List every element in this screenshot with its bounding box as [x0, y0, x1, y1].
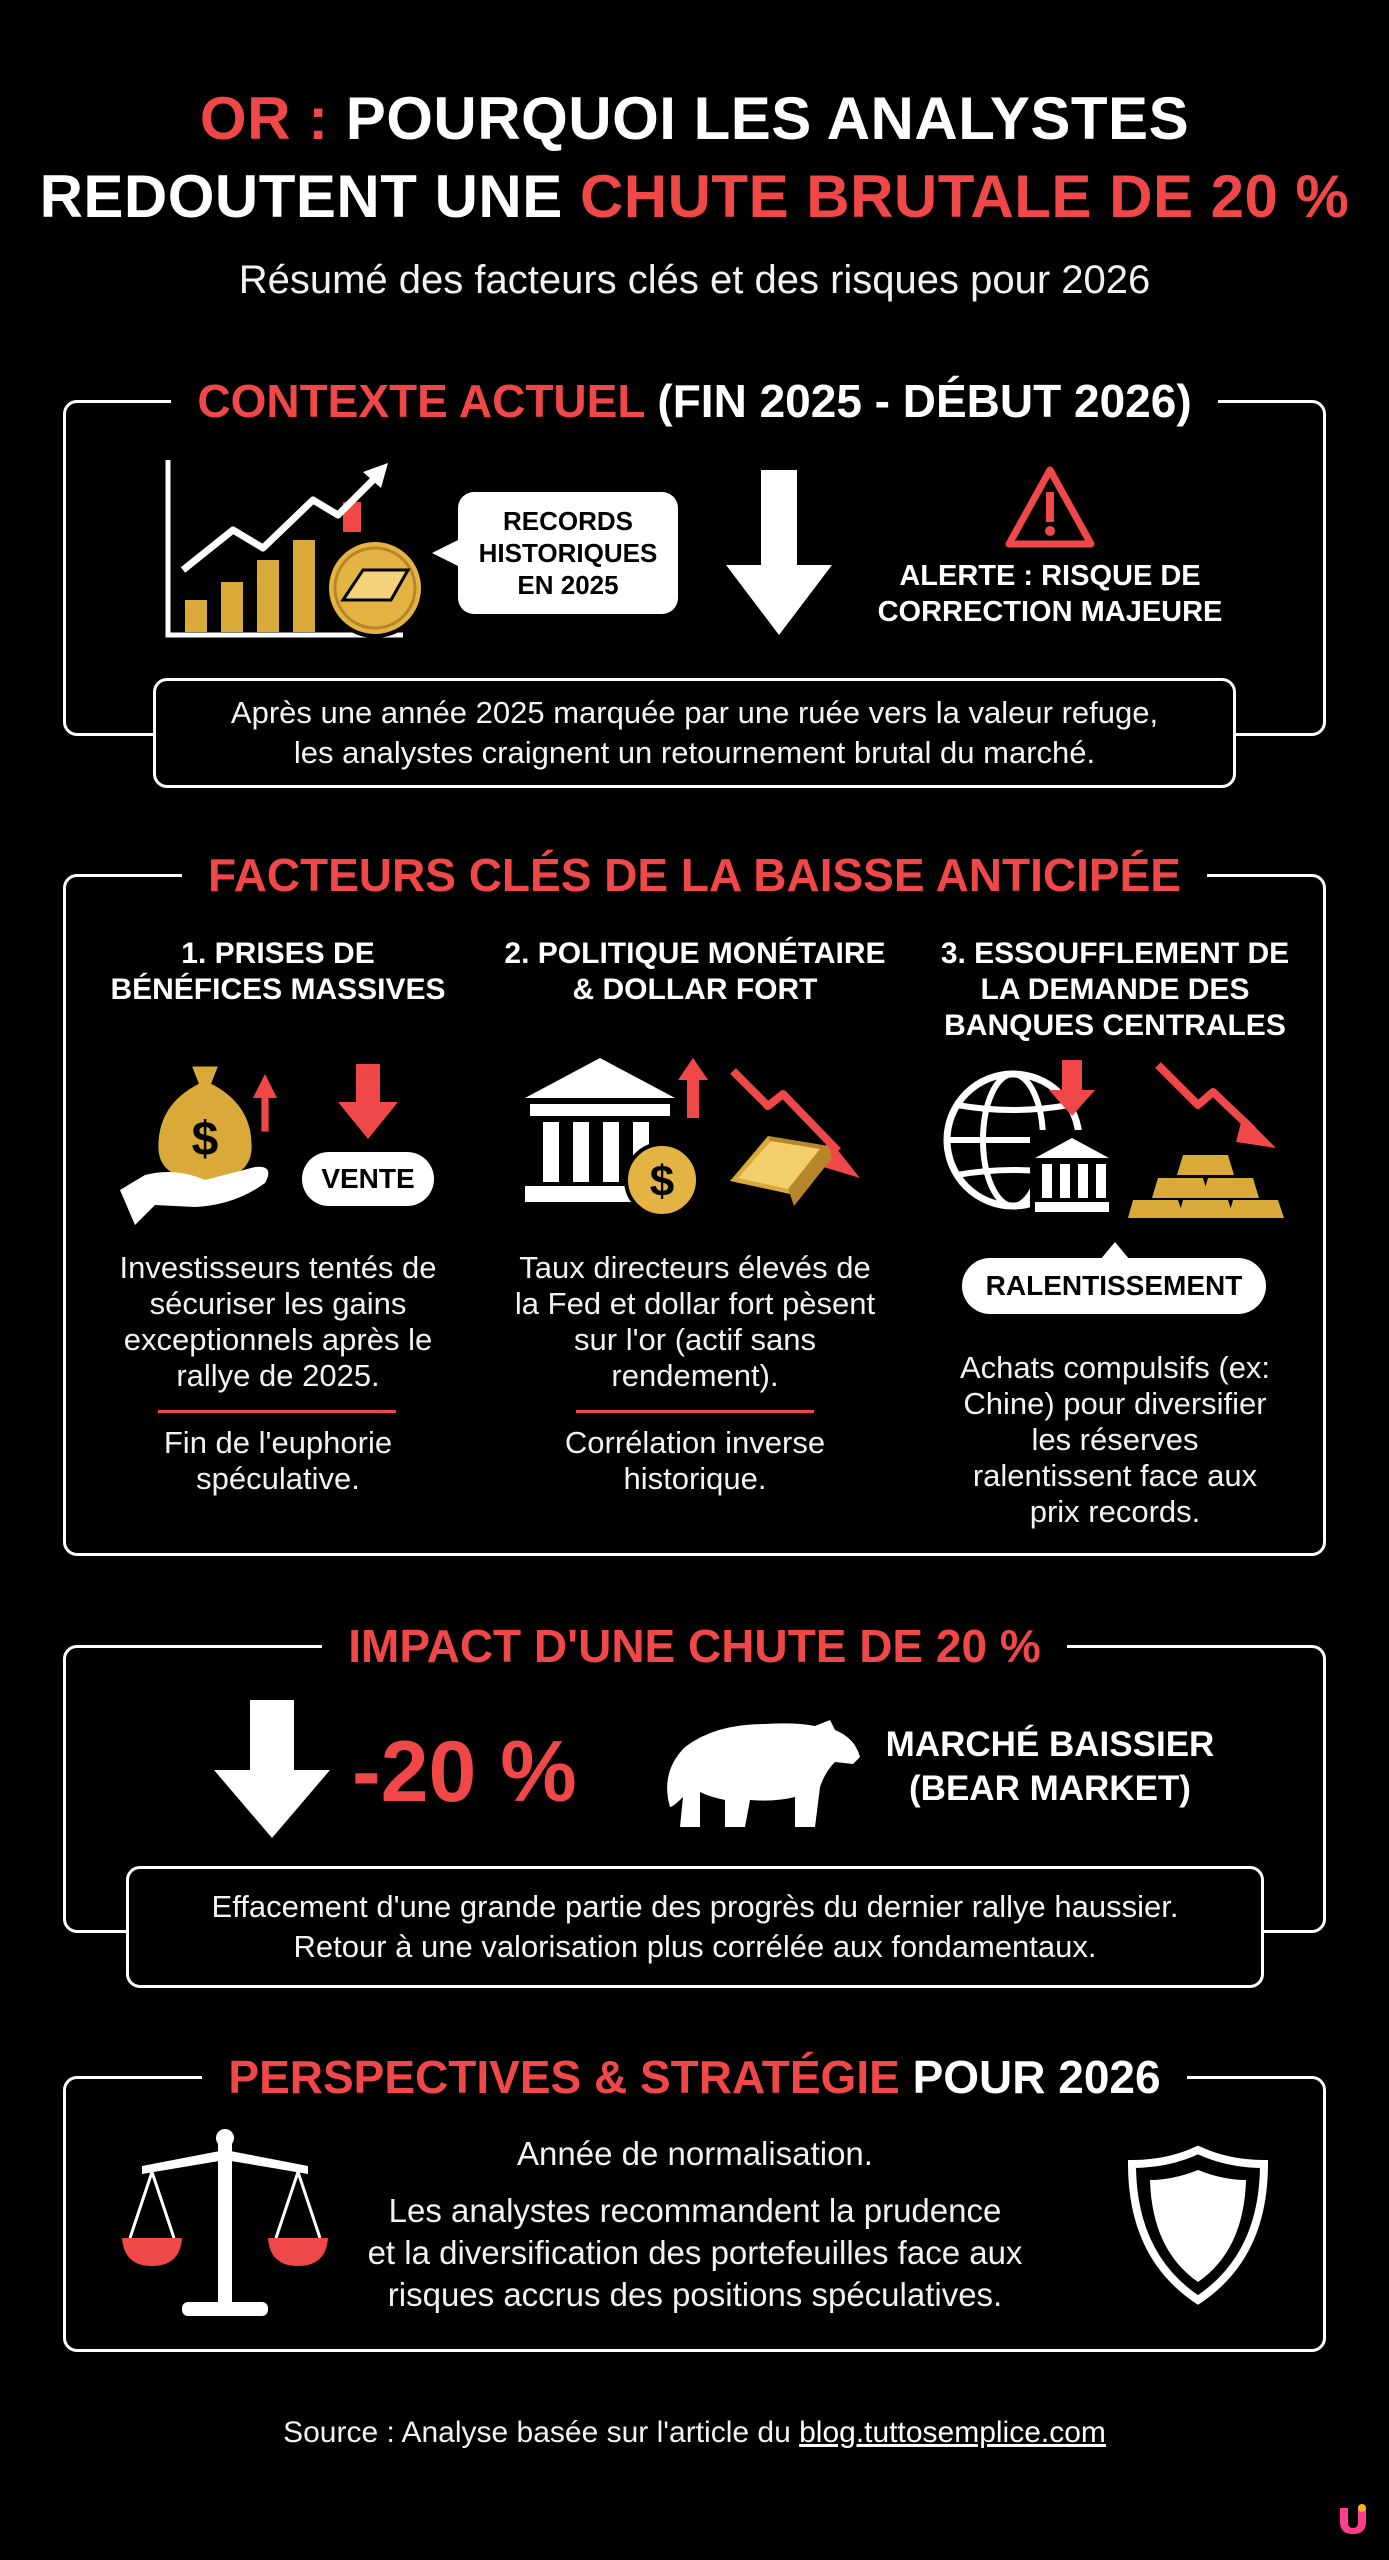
factor-1-separator	[158, 1410, 396, 1413]
source-link[interactable]: blog.tuttosemplice.com	[799, 2416, 1106, 2449]
source-line	[0, 2416, 1389, 2450]
factor-2-separator	[576, 1410, 814, 1413]
rising-chart-gold-icon	[163, 460, 443, 640]
outlook-title	[66, 2047, 1323, 2107]
context-title-red: CONTEXTE ACTUEL	[197, 375, 645, 427]
outlook-title-white: POUR 2026	[912, 2051, 1161, 2103]
factor-1-title: 1. PRISES DE BÉNÉFICES MASSIVES	[110, 937, 446, 1006]
corner-logo-icon	[1336, 2502, 1370, 2536]
warning-icon	[1005, 466, 1095, 548]
main-title	[0, 80, 1389, 236]
factors-title: FACTEURS CLÉS DE LA BAISSE ANTICIPÉE	[66, 845, 1323, 905]
records-bubble: RECORDS HISTORIQUES EN 2025	[458, 492, 678, 614]
context-summary: Après une année 2025 marquée par une ruée vers la valeur refuge, les analystes craignent un retournement brutal du marché.	[153, 678, 1236, 788]
factor-2-text: Taux directeurs élevés de la Fed et dollar fort pèsent sur l'or (actif sans rendement).	[514, 1250, 876, 1393]
svg-text:$: $	[649, 1157, 675, 1206]
subtitle: Résumé des facteurs clés et des risques pour 2026	[238, 258, 1151, 302]
slowdown-badge-pointer	[1100, 1242, 1130, 1260]
drop-percent: -20 %	[352, 1724, 577, 1820]
outlook-text: Les analystes recommandent la prudence et la diversification des portefeuilles face aux risques accrus des positions spéculatives.	[367, 2192, 1023, 2313]
svg-text:$: $	[191, 1113, 219, 1166]
outlook-title-red: PERSPECTIVES & STRATÉGIE	[228, 2051, 900, 2103]
gold-stack-falling-icon	[1128, 1060, 1288, 1220]
title-white-part-2: REDOUTENT UNE	[39, 163, 563, 230]
context-title	[66, 371, 1323, 431]
factor-1-note: Fin de l'euphorie spéculative.	[163, 1425, 393, 1496]
falling-gold-bar-icon	[728, 1066, 868, 1206]
bank-dollar-icon	[525, 1058, 715, 1218]
down-arrow-icon	[724, 470, 834, 640]
factor-1-text: Investisseurs tentés de sécuriser les gains exceptionnels après le rallye de 2025.	[119, 1250, 437, 1393]
alert-text: ALERTE : RISQUE DE CORRECTION MAJEURE	[877, 560, 1223, 628]
source-prefix: Source : Analyse basée sur l'article du	[283, 2416, 791, 2449]
slowdown-badge: RALENTISSEMENT	[962, 1258, 1266, 1314]
factor-3-text: Achats compulsifs (ex: Chine) pour diversifier les réserves ralentissent face aux prix records.	[959, 1350, 1271, 1529]
balance-scale-icon	[122, 2128, 328, 2324]
factor-2-title: 2. POLITIQUE MONÉTAIRE & DOLLAR FORT	[504, 937, 886, 1006]
bubble-pointer	[432, 538, 462, 568]
sell-down-arrow-icon	[338, 1064, 398, 1139]
impact-down-arrow-icon	[212, 1700, 332, 1840]
factor-3-title: 3. ESSOUFFLEMENT DE LA DEMANDE DES BANQUES CENTRALES	[940, 937, 1290, 1042]
title-red-part-2: CHUTE BRUTALE DE 20 %	[579, 163, 1350, 230]
context-title-white: (FIN 2025 - DÉBUT 2026)	[657, 375, 1192, 427]
impact-summary: Effacement d'une grande partie des progrès du dernier rallye haussier. Retour à une valorisation plus corrélée aux fondamentaux.	[126, 1866, 1264, 1988]
money-bag-hand-icon	[115, 1055, 295, 1225]
sell-badge: VENTE	[302, 1152, 434, 1206]
outlook-lead: Année de normalisation.	[517, 2135, 873, 2172]
shield-icon	[1128, 2146, 1268, 2304]
title-white-part: POURQUOI LES ANALYSTES	[345, 85, 1190, 152]
bear-icon	[655, 1712, 865, 1832]
impact-title: IMPACT D'UNE CHUTE DE 20 %	[66, 1616, 1323, 1676]
globe-bank-icon	[945, 1060, 1115, 1220]
title-red-part: OR :	[199, 85, 329, 152]
bear-market-label: MARCHÉ BAISSIER (BEAR MARKET)	[885, 1725, 1215, 1808]
factor-2-note: Corrélation inverse historique.	[564, 1425, 826, 1496]
